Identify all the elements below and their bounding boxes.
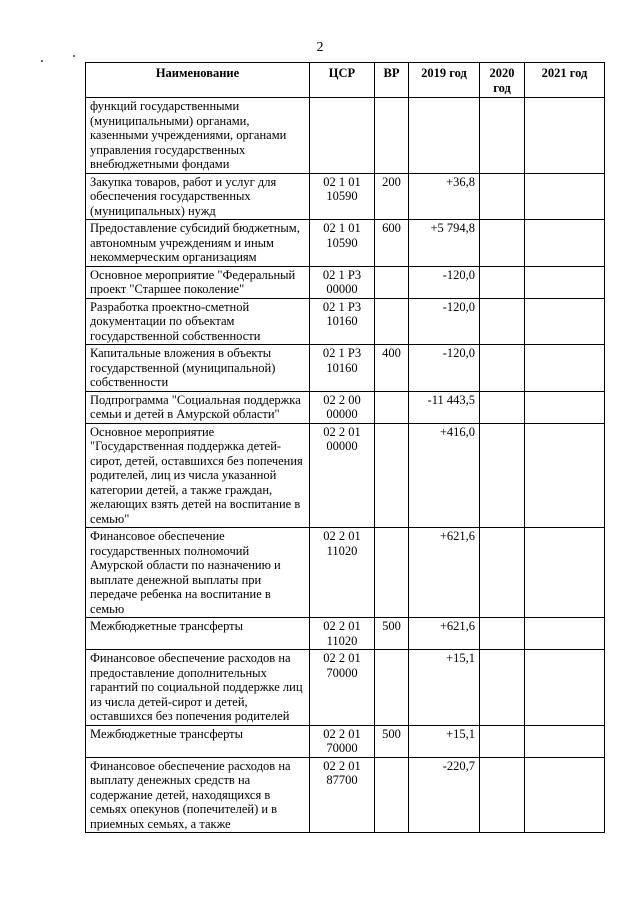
cell-vr: 200	[375, 173, 409, 220]
cell-name: Закупка товаров, работ и услуг для обеспечения государственных (муниципальных) нужд	[86, 173, 310, 220]
header-2020: 2020 год	[480, 63, 525, 98]
cell-y2021	[525, 650, 605, 726]
cell-y2019: -120,0	[409, 345, 480, 392]
cell-vr	[375, 528, 409, 618]
cell-csr: 02 1 01 10590	[310, 173, 375, 220]
cell-y2019: +621,6	[409, 528, 480, 618]
cell-csr: 02 2 01 11020	[310, 618, 375, 650]
header-vr: ВР	[375, 63, 409, 98]
cell-csr: 02 1 P3 10160	[310, 298, 375, 345]
cell-y2020	[480, 173, 525, 220]
cell-y2019: +416,0	[409, 423, 480, 528]
cell-csr: 02 2 01 70000	[310, 650, 375, 726]
cell-vr	[375, 391, 409, 423]
table-body	[86, 98, 605, 833]
table-row	[86, 423, 605, 528]
cell-csr: 02 2 01 00000	[310, 423, 375, 528]
table-row	[86, 757, 605, 833]
cell-y2020	[480, 298, 525, 345]
cell-y2021	[525, 98, 605, 174]
table-row	[86, 650, 605, 726]
header-csr: ЦСР	[310, 63, 375, 98]
cell-vr	[375, 423, 409, 528]
scan-mark	[41, 60, 43, 62]
table-row	[86, 98, 605, 174]
cell-vr	[375, 98, 409, 174]
cell-y2021	[525, 220, 605, 267]
cell-y2021	[525, 391, 605, 423]
cell-vr	[375, 298, 409, 345]
cell-name: функций государственными (муниципальными) органами, казенными учреждениями, органами управления государственных внебюджетными фондами	[86, 98, 310, 174]
scan-mark	[73, 55, 75, 57]
cell-y2021	[525, 725, 605, 757]
cell-y2020	[480, 98, 525, 174]
cell-name: Разработка проектно-сметной документации по объектам государственной собственности	[86, 298, 310, 345]
cell-vr: 600	[375, 220, 409, 267]
cell-csr: 02 1 01 10590	[310, 220, 375, 267]
table-row	[86, 266, 605, 298]
cell-y2020	[480, 220, 525, 267]
table-row	[86, 725, 605, 757]
cell-csr: 02 2 01 11020	[310, 528, 375, 618]
cell-name: Межбюджетные трансферты	[86, 618, 310, 650]
cell-y2021	[525, 298, 605, 345]
cell-y2020	[480, 618, 525, 650]
cell-y2019: +36,8	[409, 173, 480, 220]
header-2019: 2019 год	[409, 63, 480, 98]
cell-csr: 02 2 01 87700	[310, 757, 375, 833]
cell-y2021	[525, 528, 605, 618]
page-number: 2	[316, 40, 324, 55]
cell-y2020	[480, 391, 525, 423]
cell-y2019	[409, 98, 480, 174]
table-row	[86, 618, 605, 650]
budget-table	[85, 62, 605, 833]
cell-y2021	[525, 423, 605, 528]
cell-vr: 500	[375, 725, 409, 757]
cell-y2019: -120,0	[409, 266, 480, 298]
cell-name: Предоставление субсидий бюджетным, автономным учреждениям и иным некоммерческим организациям	[86, 220, 310, 267]
cell-vr	[375, 757, 409, 833]
cell-y2021	[525, 757, 605, 833]
cell-name: Межбюджетные трансферты	[86, 725, 310, 757]
cell-y2021	[525, 266, 605, 298]
cell-y2021	[525, 173, 605, 220]
cell-y2019: -220,7	[409, 757, 480, 833]
header-row	[86, 63, 605, 98]
header-2021: 2021 год	[525, 63, 605, 98]
cell-vr	[375, 650, 409, 726]
cell-csr	[310, 98, 375, 174]
cell-name: Финансовое обеспечение государственных полномочий Амурской области по назначению и выплате денежной выплаты при передаче ребенка на воспитание в семью	[86, 528, 310, 618]
cell-name: Финансовое обеспечение расходов на предоставление дополнительных гарантий по социальной поддержке лиц из числа детей-сирот и детей, оставшихся без попечения родителей	[86, 650, 310, 726]
cell-y2019: +15,1	[409, 725, 480, 757]
cell-y2020	[480, 650, 525, 726]
cell-y2021	[525, 345, 605, 392]
cell-vr: 500	[375, 618, 409, 650]
cell-y2019: -11 443,5	[409, 391, 480, 423]
cell-y2019: +15,1	[409, 650, 480, 726]
cell-vr: 400	[375, 345, 409, 392]
table-row	[86, 173, 605, 220]
cell-y2019: -120,0	[409, 298, 480, 345]
table-row	[86, 298, 605, 345]
cell-y2020	[480, 528, 525, 618]
cell-y2021	[525, 618, 605, 650]
cell-name: Капитальные вложения в объекты государственной (муниципальной) собственности	[86, 345, 310, 392]
cell-name: Основное мероприятие "Федеральный проект "Старшее поколение"	[86, 266, 310, 298]
table-row	[86, 391, 605, 423]
cell-csr: 02 2 01 70000	[310, 725, 375, 757]
table-row	[86, 528, 605, 618]
cell-name: Подпрограмма "Социальная поддержка семьи и детей в Амурской области"	[86, 391, 310, 423]
cell-y2020	[480, 266, 525, 298]
table-row	[86, 345, 605, 392]
cell-csr: 02 1 P3 10160	[310, 345, 375, 392]
cell-y2020	[480, 345, 525, 392]
cell-y2019: +621,6	[409, 618, 480, 650]
cell-vr	[375, 266, 409, 298]
cell-name: Основное мероприятие "Государственная поддержка детей-сирот, детей, оставшихся без попечения родителей, лиц из числа указанной категории детей, а также граждан, желающих взять детей на воспитание в семью"	[86, 423, 310, 528]
cell-name: Финансовое обеспечение расходов на выплату денежных средств на содержание детей, находящихся в семьях опекунов (попечителей) и в приемных семьях, а также	[86, 757, 310, 833]
cell-y2020	[480, 423, 525, 528]
cell-y2020	[480, 757, 525, 833]
cell-csr: 02 2 00 00000	[310, 391, 375, 423]
header-name: Наименование	[86, 63, 310, 98]
table-row	[86, 220, 605, 267]
cell-csr: 02 1 P3 00000	[310, 266, 375, 298]
cell-y2019: +5 794,8	[409, 220, 480, 267]
cell-y2020	[480, 725, 525, 757]
